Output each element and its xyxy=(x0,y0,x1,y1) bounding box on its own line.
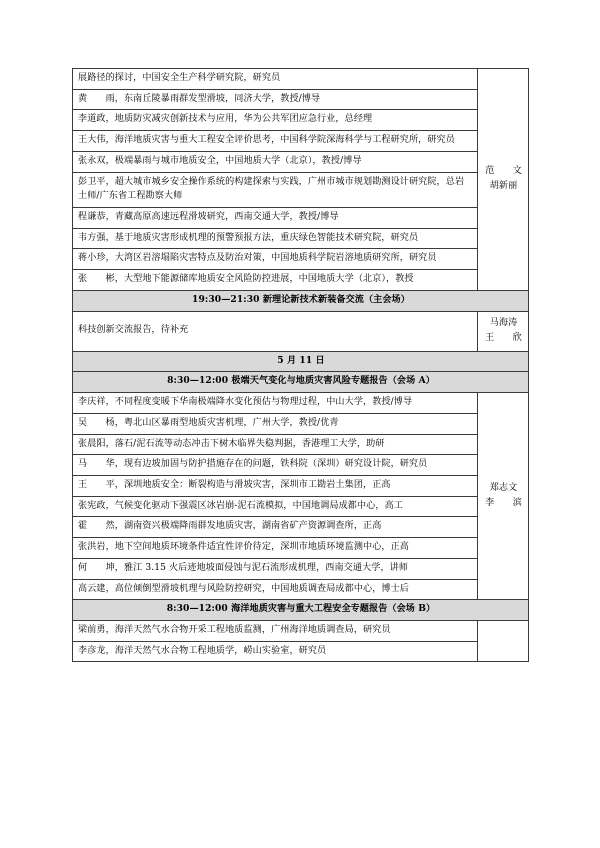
talk-entry: 展路径的探讨，中国安全生产科学研究院，研究员 xyxy=(73,69,478,90)
chair-name: 王 欣 xyxy=(485,332,522,343)
talk-entry: 马 华，现有边坡加固与防护措施存在的问题，铁科院（深圳）研究设计院，研究员 xyxy=(73,455,478,476)
table-row xyxy=(73,172,529,207)
session-header: 8:30—12:00 海洋地质灾害与重大工程安全专题报告（会场 B） xyxy=(73,600,529,621)
table-row xyxy=(73,641,529,662)
talk-entry: 程谦恭，青藏高原高速远程滑坡研究，西南交通大学，教授/博导 xyxy=(73,208,478,229)
talk-entry: 李彦龙，海洋天然气水合物工程地质学，崂山实验室，研究员 xyxy=(73,641,478,662)
table-row xyxy=(73,249,529,270)
table-row xyxy=(73,413,529,434)
talk-entry: 何 坤，雅江 3.15 火后迹地坡面侵蚀与泥石流形成机理，西南交通大学，讲师 xyxy=(73,558,478,579)
table-row xyxy=(73,538,529,559)
talk-entry: 霍 然，湖南资兴极端降雨群发地质灾害，湖南省矿产资源调查所，正高 xyxy=(73,517,478,538)
table-row xyxy=(73,455,529,476)
talk-entry: 张永双，极端暴雨与城市地质安全，中国地质大学（北京），教授/博导 xyxy=(73,151,478,172)
talk-entry: 李庆祥，不同程度变暖下华南极端降水变化预估与物理过程，中山大学，教授/博导 xyxy=(73,393,478,414)
talk-entry: 科技创新交流报告，待补充 xyxy=(73,311,478,351)
table-row xyxy=(73,558,529,579)
table-row xyxy=(73,290,529,311)
table-row xyxy=(73,151,529,172)
table-row xyxy=(73,600,529,621)
table-row xyxy=(73,311,529,351)
table-row xyxy=(73,517,529,538)
chair-name: 郑志文 xyxy=(489,482,518,493)
talk-entry: 蒋小珍，大湾区岩溶塌陷灾害特点及防治对策，中国地质科学院岩溶地质研究所，研究员 xyxy=(73,249,478,270)
chair-name: 李 滨 xyxy=(485,497,522,508)
table-row xyxy=(73,351,529,372)
table-row xyxy=(73,475,529,496)
table-row xyxy=(73,393,529,414)
table-row xyxy=(73,620,529,641)
table-row xyxy=(73,496,529,517)
talk-entry: 高云建，高位倾倒型滑坡机理与风险防控研究，中国地质调查局成都中心，博士后 xyxy=(73,579,478,600)
session-chairs xyxy=(478,311,529,351)
table-row xyxy=(73,69,529,90)
talk-entry: 韦方强，基于地质灾害形成机理的预警预报方法，重庆绿色智能技术研究院，研究员 xyxy=(73,228,478,249)
table-row xyxy=(73,131,529,152)
talk-entry: 李道政，地质防灾减灾创新技术与应用，华为公共军团应急行业，总经理 xyxy=(73,110,478,131)
session-chairs xyxy=(478,69,529,291)
date-header: 5 月 11 日 xyxy=(73,351,529,372)
chair-name: 范 文 xyxy=(485,166,522,177)
table-row xyxy=(73,579,529,600)
conference-schedule-table xyxy=(72,68,529,662)
table-row xyxy=(73,372,529,393)
table-row xyxy=(73,208,529,229)
talk-entry: 黄 雨，东南丘陵暴雨群发型滑坡，同济大学，教授/博导 xyxy=(73,89,478,110)
talk-entry: 梁前勇，海洋天然气水合物开采工程地质监测，广州海洋地质调查局，研究员 xyxy=(73,620,478,641)
chair-name: 胡新丽 xyxy=(489,180,518,191)
talk-entry: 王大伟，海洋地质灾害与重大工程安全评价思考，中国科学院深海科学与工程研究所，研究员 xyxy=(73,131,478,152)
session-chairs xyxy=(478,393,529,600)
table-row xyxy=(73,110,529,131)
table-row xyxy=(73,270,529,291)
session-header: 8:30—12:00 极端天气变化与地质灾害风险专题报告（会场 A） xyxy=(73,372,529,393)
session-chairs xyxy=(478,620,529,661)
talk-entry: 张 彬，大型地下能源储库地质安全风险防控进展，中国地质大学（北京），教授 xyxy=(73,270,478,291)
talk-entry: 吴 杨，粤北山区暴雨型地质灾害机理，广州大学，教授/优青 xyxy=(73,413,478,434)
chair-name: 马海涛 xyxy=(489,317,518,328)
talk-entry: 彭卫平，超大城市城乡安全操作系统的构建探索与实践，广州市城市规划勘测设计研究院，总岩土师/广东省工程勘察大师 xyxy=(73,172,478,207)
schedule-table-body xyxy=(73,69,529,662)
talk-entry: 张宪政，气候变化驱动下强震区冰岩崩-泥石流模拟，中国地调局成都中心，高工 xyxy=(73,496,478,517)
talk-entry: 张洪岩，地下空间地质环境条件适宜性评价待定，深圳市地质环境监测中心，正高 xyxy=(73,538,478,559)
talk-entry: 王 平，深圳地质安全：断裂构造与滑坡灾害，深圳市工勘岩土集团，正高 xyxy=(73,475,478,496)
table-row xyxy=(73,434,529,455)
table-row xyxy=(73,228,529,249)
table-row xyxy=(73,89,529,110)
session-header: 19:30—21:30 新理论新技术新装备交流（主会场） xyxy=(73,290,529,311)
talk-entry: 张晨阳，落石/泥石流等动态冲击下树木临界失稳判据，香港理工大学，助研 xyxy=(73,434,478,455)
